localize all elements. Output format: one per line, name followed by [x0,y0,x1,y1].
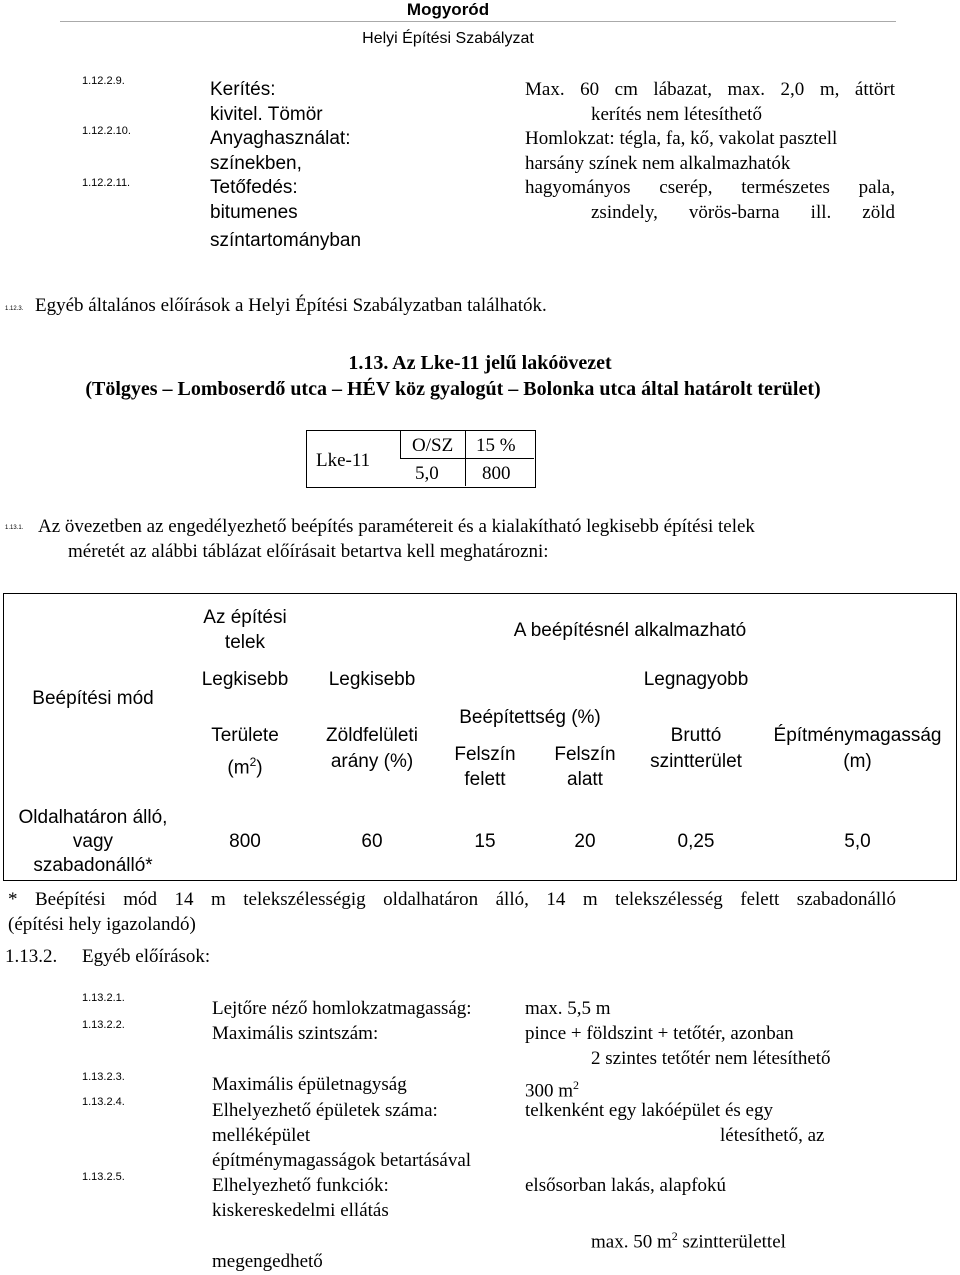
table-header-felszin-felett: Felszín [454,744,516,765]
table-header-beepitesi-mod: Beépítési mód [32,688,154,709]
table-header-terulete: Területe [211,725,279,746]
section-number: 1.12.2.11. [82,177,131,189]
table-cell-green: 60 [361,831,383,852]
section-number: 1.12.3. [5,306,24,312]
section-number: 1.13.2. [5,946,58,967]
table-header-felszin-felett: felett [464,769,506,790]
right-line: zsindely, vörös-barna ill. zöld [591,202,895,223]
table-header-epitmeny-unit: (m) [843,751,872,772]
table-header-felszin-alatt: Felszín [554,744,616,765]
right-line: hagyományos cserép, természetes pala, [525,177,895,198]
zone-code: Lke-11 [316,450,371,471]
zone-title: 1.13. Az Lke-11 jelű lakóövezet [348,352,612,374]
table-header-legnagyobb: Legnagyobb [643,669,749,690]
zone-os: O/SZ [412,435,454,456]
rule-label: Maximális szintszám: [212,1023,379,1044]
table-cell-height: 5,0 [844,831,871,852]
zone-area: 800 [482,463,511,484]
rule-value: 2 szintes tetőtér nem létesíthető [591,1048,831,1069]
table-header-zoldfeluleti: Zöldfelületi [326,725,418,746]
table-header-legkisebb: Legkisebb [201,669,289,690]
rule-label: Lejtőre néző homlokzatmagasság: [212,998,472,1019]
zone-height: 5,0 [415,463,439,484]
rule-value: melléképület [212,1125,311,1146]
paragraph-line: Az övezetben az engedélyezhető beépítés paramétereit és a kialakítható legkisebb építési telek [38,516,755,537]
document-title: Mogyoród [406,0,490,19]
table-header-terulete-unit: $(m^2)$ [227,755,263,779]
table-header-szintterulet: szintterület [650,751,742,772]
paragraph-line: méretét az alábbi táblázat előírásait betartva kell meghatározni: [68,541,549,562]
table-header-epitmenymagassag: Építménymagasság [773,725,942,746]
left-line: színtartományban [210,230,362,251]
table-header-legkisebb: Legkisebb [328,669,416,690]
left-line: Anyaghasználat: [210,128,351,149]
left-line: kivitel. Tömör [210,104,323,125]
footnote-line: (építési hely igazolandó) [8,914,196,935]
rule-value: max. 50 $m^2$ szintterülettel [591,1229,786,1253]
section-number: 1.13.2.1. [82,992,125,1004]
table-cell-above: 15 [474,831,496,852]
table-row-label: vagy [72,831,114,852]
rule-value: építménymagasságok betartásával [212,1150,472,1171]
footnote-line: * Beépítési mód 14 m telekszélességig oldalhatáron álló, 14 m telekszélesség felett szabadonálló [8,889,896,910]
left-line: Tetőfedés: [210,177,298,198]
zone-percent: 15 % [476,435,516,456]
rule-value: elsősorban lakás, alapfokú [525,1175,727,1196]
right-line: Homlokzat: tégla, fa, kő, vakolat pasztell [525,128,838,149]
section-number: 1.13.2.5. [82,1171,125,1183]
left-line: bitumenes [210,202,298,223]
rule-value: telkenként egy lakóépület és egy [525,1100,773,1121]
table-header-az-epitesi: Az építési [203,607,287,628]
general-rules-text: Egyéb általános előírások a Helyi Építési Szabályzatban találhatók. [35,295,547,316]
table-cell-area: 800 [229,831,261,852]
section-number: 1.12.2.9. [82,75,125,87]
table-header-arany: arány (%) [330,751,414,772]
section-number: 1.13.2.3. [82,1071,125,1083]
table-header-felszin-alatt: alatt [567,769,603,790]
document-subtitle: Helyi Építési Szabályzat [362,30,534,47]
table-header-telek: telek [224,632,266,653]
section-number: 1.12.2.10. [82,125,131,137]
right-line: Max. 60 cm lábazat, max. 2,0 m, áttört [525,79,895,100]
table-cell-floor-area: 0,25 [677,831,715,852]
rule-value: létesíthető, az [720,1125,825,1146]
right-line: kerítés nem létesíthető [591,104,762,125]
rule-label: Elhelyezhető épületek száma: [212,1100,438,1121]
rule-value: max. 5,5 m [525,998,611,1019]
rule-value: pince + földszint + tetőtér, azonban [525,1023,794,1044]
section-title: Egyéb előírások: [82,946,211,967]
rule-value: megengedhető [212,1251,323,1272]
table-cell-below: 20 [574,831,596,852]
table-header-beepitesnel: A beépítésnél alkalmazható [513,620,747,641]
rule-value: 300 $m^2$ [525,1078,580,1102]
section-number: 1.13.2.2. [82,1019,125,1031]
header-divider [60,21,896,22]
right-line: harsány színek nem alkalmazhatók [525,153,791,174]
zone-subtitle: (Tölgyes – Lomboserdő utca – HÉV köz gyalogút – Bolonka utca által határolt terület) [85,378,821,400]
zone-code-divider [465,430,466,486]
table-header-brutto: Bruttó [670,725,722,746]
rule-value: kiskereskedelmi ellátás [212,1200,389,1221]
section-number: 1.13.1. [5,525,24,531]
left-line: színekben, [210,153,302,174]
table-row-label: Oldalhatáron álló, [18,807,168,828]
table-row-label: szabadonálló* [33,855,153,876]
table-header-beepitettseg: Beépítettség (%) [459,707,601,728]
rule-label: Elhelyezhető funkciók: [212,1175,389,1196]
left-line: Kerítés: [210,79,276,100]
rule-label: Maximális épületnagyság [212,1074,407,1095]
section-number: 1.13.2.4. [82,1096,125,1108]
